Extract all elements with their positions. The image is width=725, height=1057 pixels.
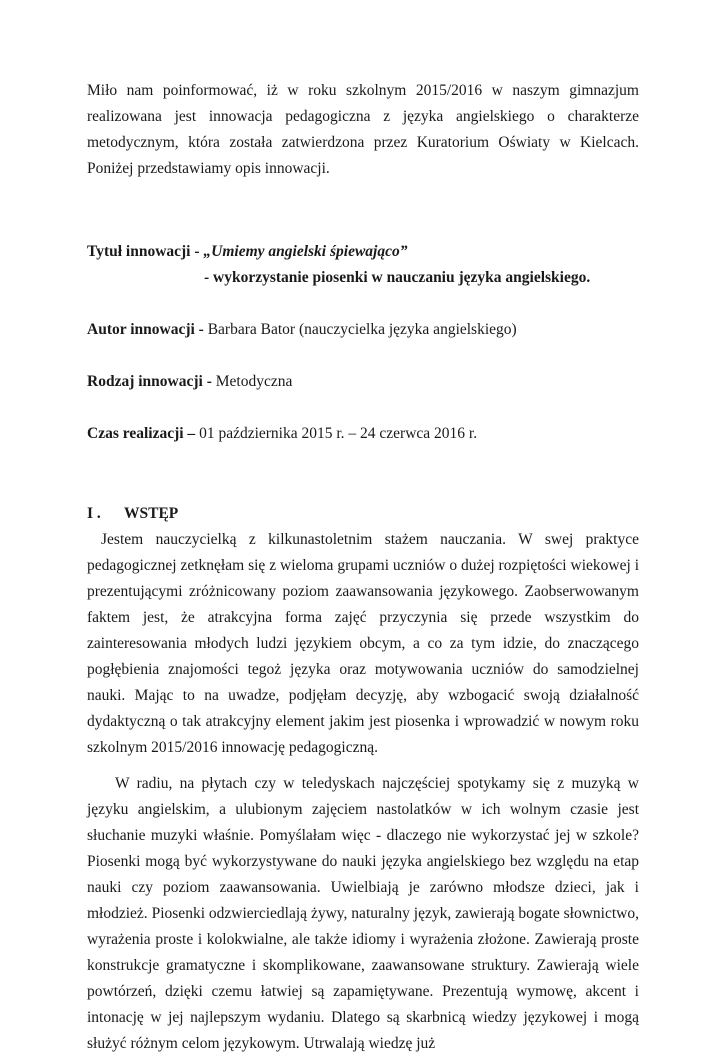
intro-paragraph: Miło nam poinformować, iż w roku szkolnym 2015/2016 w naszym gimnazjum realizowana jest innowacja pedagogiczna z języka angielskiego o charakterze metodycznym, która została zatwierdzona przez Kuratorium Oświaty w Kielcach. Poniżej przedstawiamy opis innowacji.	[87, 82, 639, 177]
title-field	[87, 239, 639, 265]
time-label: Czas realizacji –	[87, 425, 200, 442]
section-paragraph-2: W radiu, na płytach czy w teledyskach najczęściej spotykamy się z muzyką w języku angielskim, a ulubionym zajęciem nastolatków w ich wolnym czasie jest słuchanie muzyki właśnie. Pomyślałam więc - dlaczego nie wykorzystać jej w szkole? Piosenki mogą być wykorzystywane do nauki języka angielskiego bez względu na etap nauki czy poziom zaawansowania. Uwielbiają je zarówno młodsze dzieci, jak i młodzież. Piosenki odzwierciedlają żywy, naturalny język, zawierają bogate słownictwo, wyrażenia proste i kolokwialne, ale także idiomy i wyrażenia złożone. Zawierają proste konstrukcje gramatyczne i skomplikowane, zaawansowane struktury. Zawierają wiele powtórzeń, dzięki czemu łatwiej są zapamiętywane. Prezentują wymowę, akcent i intonację w jej najlepszym wydaniu. Dlatego są skarbnicą wiedzy językowej i mogą służyć różnym celom językowym. Utrwalają wiedzę już	[87, 775, 639, 1052]
section-number: I .	[87, 505, 101, 522]
time-field	[87, 421, 639, 447]
time-value: 01 października 2015 r. – 24 czerwca 2016 r.	[199, 425, 478, 442]
type-field	[87, 369, 639, 395]
author-value: Barbara Bator (nauczycielka języka angielskiego)	[207, 321, 517, 338]
type-label: Rodzaj innowacji -	[87, 373, 216, 390]
title-value: „Umiemy angielski śpiewająco”	[203, 243, 408, 260]
type-value: Metodyczna	[215, 373, 293, 390]
author-field	[87, 317, 639, 343]
section-paragraph-1: Jestem nauczycielką z kilkunastoletnim stażem nauczania. W swej praktyce pedagogicznej zetknęłam się z wieloma grupami uczniów o dużej rozpiętości wiekowej i prezentującymi zróżnicowany poziom zaawansowania językowego. Zaobserwowanym faktem jest, że atrakcyjna forma zajęć przyczynia się przede wszystkim do zainteresowania młodych ludzi językiem obcym, a co za tym idzie, do znaczącego pogłębienia znajomości tegoż języka oraz motywowania uczniów do samodzielnej nauki. Mając to na uwadze, podjęłam decyzję, aby wzbogacić swoją działalność dydaktyczną o tak atrakcyjny element jakim jest piosenka i wprowadzić w nowym roku szkolnym 2015/2016 innowację pedagogiczną.	[87, 531, 639, 756]
section-heading	[87, 501, 639, 527]
title-label: Tytuł innowacji -	[87, 243, 204, 260]
title-sub: - wykorzystanie piosenki w nauczaniu języka angielskiego.	[204, 269, 591, 286]
title-subtitle	[87, 265, 639, 291]
document-page	[87, 78, 639, 1057]
author-label: Autor innowacji -	[87, 321, 208, 338]
section-title: WSTĘP	[124, 505, 179, 522]
